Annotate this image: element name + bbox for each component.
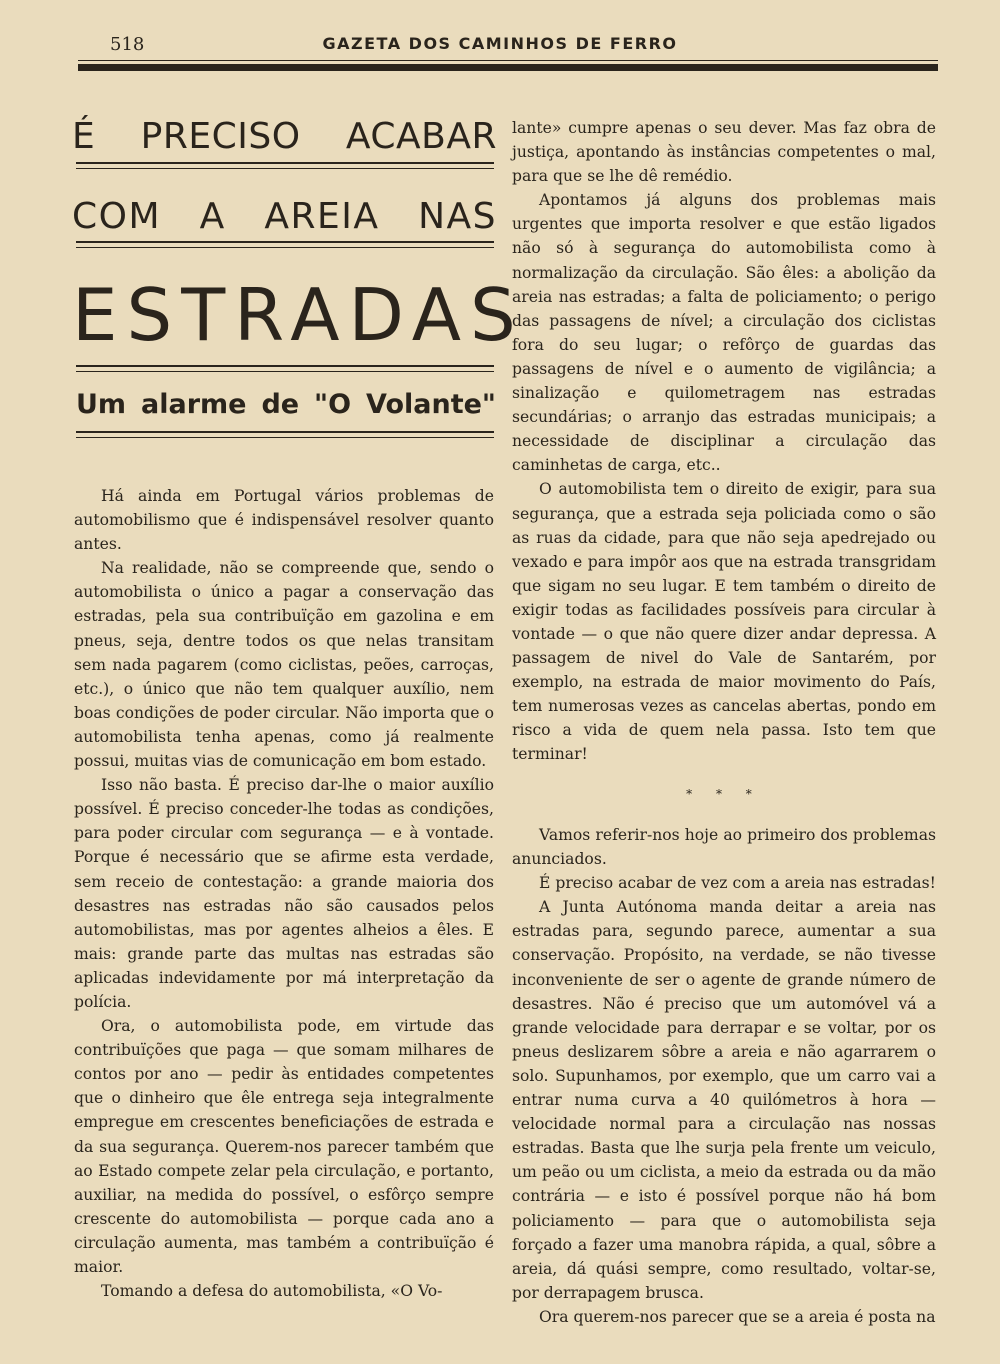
header-rule-thin [78,60,938,61]
right-column-bottom [512,823,936,1329]
headline-line-3: ESTRADAS [72,273,525,357]
right-column-top [512,116,936,767]
body-paragraph-continuation: lante» cumpre apenas o seu dever. Mas faz obra de justiça, apontando às instâncias competentes o mal, para que se lhe dê remédio. [512,119,936,186]
body-paragraph: O automobilista tem o direito de exigir, para sua segurança, que a estrada seja policiada como o são as ruas da cidade, para que não seja apedrejado ou vexado e para impôr aos que na estrada transgridam que sigam no seu lugar. E tem também o direito de exigir todas as facilidades possíveis para circular à vontade — o que não quere dizer andar depressa. A passagem de nivel do Vale de Santarém, por exemplo, na estrada de maior movimento do País, tem numerosas vezes as cancelas abertas, pondo em risco a vida de quem nela passa. Isto tem que terminar! [512,480,936,764]
article-subtitle: Um alarme de "O Volante" [76,389,496,420]
headline-rule [76,168,494,169]
body-paragraph: Ora querem-nos parecer que se a areia é posta na [539,1307,936,1326]
body-paragraph: Tomando a defesa do automobilista, «O Vo- [101,1282,443,1301]
body-paragraph: Isso não basta. É preciso dar-lhe o maior auxílio possível. É preciso conceder-lhe todas as condições, para poder circular com segurança — e à vontade. Porque é necessário que se afirme esta verdade, sem receio de contestação: a grande maioria dos desastres nas estradas não são causados pelos automobilistas, mas por agentes alheios a êles. E mais: grande parte das multas nas estradas são aplicadas indevidamente por má interpretação da polícia. [74,776,494,1011]
subtitle-rule [76,431,494,433]
section-separator: * * * [686,787,762,801]
body-paragraph: A Junta Autónoma manda deitar a areia nas estradas para, segundo parece, aumentar a sua conservação. Propósito, na verdade, se não tivesse inconveniente de ser o agente de grande número de desastres. Não é preciso que um automóvel vá a grande velocidade para derrapar e se voltar, por os pneus deslizarem sôbre a areia e não agarrarem o solo. Supunhamos, por exemplo, que um carro vai a entrar numa curva a 40 quilómetros à hora — velocidade normal para a circulação nas nossas estradas. Basta que lhe surja pela frente um veiculo, um peão ou um ciclista, a meio da estrada ou da mão contrária — e isto é possível porque não há bom policiamento — para que o automobilista seja forçado a fazer uma manobra rápida, a qual, sôbre a areia, dá quási sempre, como resultado, voltar-se, por derrapagem brusca. [512,898,936,1302]
body-paragraph: Apontamos já alguns dos problemas mais urgentes que importa resolver e que estão ligados não só à segurança do automobilista como à normalização da circulação. São êles: a abolição da areia nas estradas; a falta de policiamento; o perigo das passagens de nível; a circulação dos ciclistas fora do seu lugar; o refôrço de guardas das passagens de nível e o aumento de vigilância; a sinalização e quilometragem nas estradas secundárias; o arranjo das estradas municipais; a necessidade de disciplinar a circulação das caminhetas de carga, etc.. [512,191,936,475]
subtitle-rule [76,437,494,438]
headline-line-1: É PRECISO ACABAR [72,116,497,157]
headline-rule [76,371,494,372]
header-rule-thick [78,64,938,71]
body-paragraph: Vamos referir-nos hoje ao primeiro dos problemas anunciados. [512,826,936,869]
body-paragraph: Ora, o automobilista pode, em virtude das contribuïções que paga — que somam milhares de contos por ano — pedir às entidades competentes que o dinheiro que êle entrega seja integralmente empregue em crescentes beneficiações de estrada e da sua segurança. Querem-nos parecer também que ao Estado compete zelar pela circulação, e portanto, auxiliar, na medida do possível, o esfôrço sempre crescente do automobilista — porque cada ano a circulação aumenta, mas também a contribuïção é maior. [74,1017,494,1276]
page-number: 518 [110,34,145,55]
running-title: GAZETA DOS CAMINHOS DE FERRO [322,34,678,53]
headline-rule [76,365,494,367]
body-paragraph: Na realidade, não se compreende que, sendo o automobilista o único a pagar a conservação das estradas, pela sua contribuïção em gazolina e em pneus, seja, dentre todos os que nelas transitam sem nada pagarem (como ciclistas, peões, carroças, etc.), o único que não tem qualquer auxílio, nem boas condições de poder circular. Não importa que o automobilista tenha apenas, como já realmente possui, muitas vias de comunicação em bom estado. [74,559,494,771]
headline-rule [76,241,494,243]
body-paragraph: Há ainda em Portugal vários problemas de automobilismo que é indispensável resolver quanto antes. [74,487,494,554]
headline-rule [76,247,494,248]
headline-line-2: COM A AREIA NAS [72,196,497,237]
headline-rule [76,162,494,164]
left-column [74,484,494,1303]
body-paragraph: É preciso acabar de vez com a areia nas estradas! [539,874,936,893]
